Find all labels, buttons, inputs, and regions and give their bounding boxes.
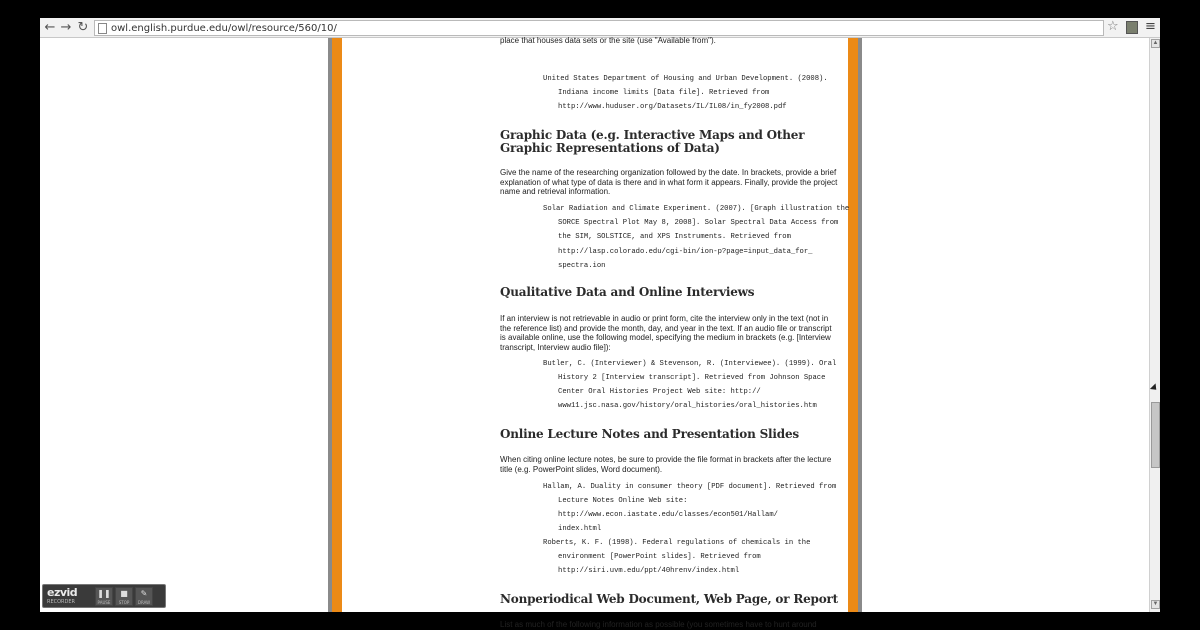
scrollbar-thumb[interactable]: [1151, 402, 1160, 468]
recorder-pause-button[interactable]: [95, 587, 113, 606]
reference-link[interactable]: http://siri.uvm.edu/ppt/40hrenv/index.html: [558, 567, 740, 575]
reference-link[interactable]: spectra.ion: [558, 262, 606, 270]
document-content: [342, 36, 850, 629]
bookmark-star-icon[interactable]: ☆: [1107, 19, 1119, 34]
reference-line: SORCE Spectral Plot May 8, 2008]. Solar Spectral Data Access from: [558, 219, 839, 227]
section-body: If an interview is not retrievable in audio or print form, cite the interview only in the text (not in the reference list) and provide the month, day, and year in the text. If an audio file or transcript is available online, use the following model, specifying the medium in brackets (e.g. [Interview transcript, Interview audio file]):: [500, 314, 832, 352]
reference-line: environment [PowerPoint slides]. Retrieved from: [558, 553, 761, 561]
reference-line: Roberts, K. F. (1998). Federal regulations of chemicals in the: [543, 539, 811, 547]
url-text[interactable]: owl.english.purdue.edu/owl/resource/560/10/: [111, 23, 337, 34]
section-heading: Graphic Data (e.g. Interactive Maps and Other Graphic Representations of Data): [500, 128, 805, 155]
reference-link[interactable]: http://www.econ.iastate.edu/classes/econ501/Hallam/: [558, 511, 778, 519]
pencil-icon: ✎: [140, 589, 148, 598]
reference-line: the SIM, SOLSTICE, and XPS Instruments. Retrieved from: [558, 233, 791, 241]
reference-line: United States Department of Housing and Urban Development. (2008).: [543, 75, 828, 83]
intro-line: place that houses data sets or the site (use "Available from").: [500, 36, 716, 45]
browser-window: [40, 18, 1160, 629]
extension-icon[interactable]: [1126, 21, 1138, 34]
recorder-button-label: STOP: [118, 600, 130, 605]
reference-line: Indiana income limits [Data file]. Retrieved from: [558, 89, 770, 97]
orange-border-right: [848, 38, 858, 612]
reference-line: Hallam, A. Duality in consumer theory [PDF document]. Retrieved from: [543, 483, 837, 491]
orange-border-left: [332, 38, 342, 612]
recorder-stop-button[interactable]: [115, 587, 133, 606]
reference-link[interactable]: http://lasp.colorado.edu/cgi-bin/ion-p?page=input_data_for_: [558, 248, 813, 256]
recorder-draw-button[interactable]: [135, 587, 153, 606]
reference-line: Butler, C. (Interviewer) & Stevenson, R. (Interviewee). (1999). Oral: [543, 360, 837, 368]
recorder-button-label: PAUSE: [97, 600, 111, 605]
reference-link[interactable]: http://www.huduser.org/Datasets/IL/IL08/in_fy2008.pdf: [558, 103, 787, 111]
screen-recorder-widget: [42, 584, 166, 608]
section-heading: Online Lecture Notes and Presentation Slides: [500, 427, 799, 441]
pause-icon: ❚❚: [97, 589, 111, 598]
recorder-button-label: DRAW: [137, 600, 151, 605]
back-icon[interactable]: ←: [44, 20, 56, 35]
scroll-up-arrow-icon[interactable]: ▲: [1152, 40, 1159, 46]
stop-icon: ■: [120, 589, 128, 598]
page-viewport: [40, 36, 1160, 629]
vertical-scrollbar[interactable]: [1149, 38, 1160, 612]
recorder-sublabel: RECORDER: [47, 599, 76, 605]
section-heading: Nonperiodical Web Document, Web Page, or Report: [500, 592, 839, 606]
reference-line: Center Oral Histories Project Web site: http://: [558, 388, 761, 396]
reference-link[interactable]: index.html: [558, 525, 602, 533]
section-body: Give the name of the researching organization followed by the date. In brackets, provide a brief explanation of what type of data is there and in what form it appears. Finally, provide the project name and retrieval information.: [500, 168, 838, 196]
reference-line: Lecture Notes Online Web site:: [558, 497, 688, 505]
page-icon: [98, 23, 107, 34]
reference-line: Solar Radiation and Climate Experiment. (2007). [Graph illustration the: [543, 205, 850, 213]
recorder-logo: ezvid: [47, 586, 78, 599]
forward-icon[interactable]: →: [60, 20, 72, 35]
reference-link[interactable]: www11.jsc.nasa.gov/history/oral_histories/oral_histories.htm: [558, 402, 817, 410]
section-heading: Qualitative Data and Online Interviews: [500, 285, 755, 299]
section-body: List as much of the following information as possible (you sometimes have to hunt around: [500, 620, 817, 629]
reference-line: History 2 [Interview transcript]. Retrieved from Johnson Space: [558, 374, 826, 382]
address-bar[interactable]: [94, 20, 1104, 36]
page-shadow-right: [858, 38, 862, 612]
menu-icon[interactable]: ≡: [1145, 19, 1156, 34]
scroll-down-arrow-icon[interactable]: ▼: [1152, 601, 1159, 607]
reload-icon[interactable]: ↻: [77, 20, 89, 35]
browser-toolbar: [40, 18, 1160, 38]
section-body: When citing online lecture notes, be sure to provide the file format in brackets after the lecture title (e.g. PowerPoint slides, Word document).: [500, 455, 832, 474]
